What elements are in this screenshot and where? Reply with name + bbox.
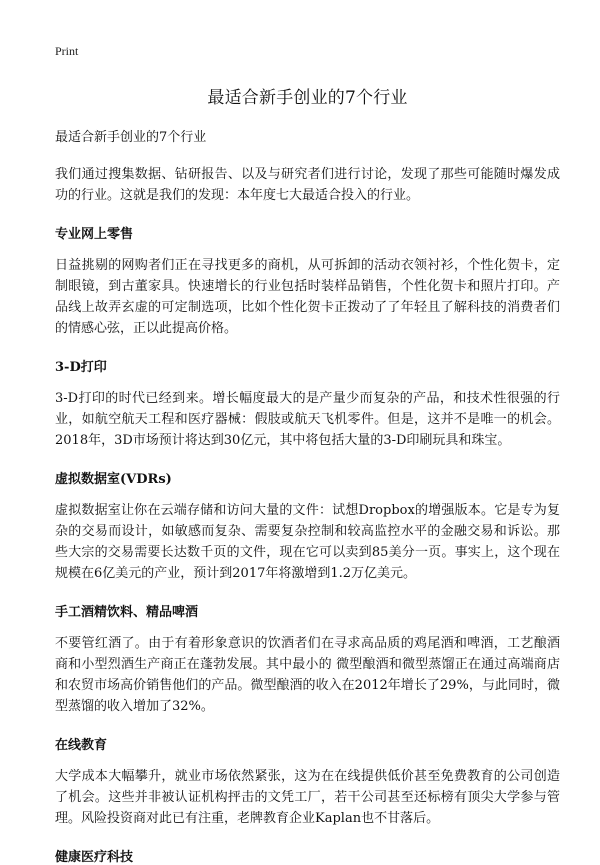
page-subtitle: 最适合新手创业的7个行业 [55, 130, 207, 145]
page-title: 最适合新手创业的7个行业 [207, 88, 408, 108]
intro-paragraph: 我们通过搜集数据、钻研报告、以及与研究者们进行讨论，发现了那些可能随时爆发成功的行业。这就是我们的发现：本年度七大最适合投入的行业。 [55, 167, 560, 203]
section-body-online-retail: 日益挑剔的网购者们正在寻找更多的商机，从可拆卸的活动衣领衬衫，个性化贺卡，定制眼镜，到古董家具。快速增长的行业包括时装样品销售，个性化贺卡和照片打印。产品线上故弄玄虚的可定制选项，比如个性化贺卡正拨动了了年轻且了解科技的消费者们的情感心弦，正以此提高价格。 [55, 258, 560, 336]
section-body-vdr: 虚拟数据室让你在云端存储和访问大量的文件：试想Dropbox的增强版本。它是专为复杂的交易而设计，如敏感而复杂、需要复杂控制和较高监控水平的金融交易和诉讼。那些大宗的交易需要长达数千页的文件，现在它可以卖到85美分一页。事实上，这个现在规模在6亿美元的产业，预计到2017年将激增到1.2万亿美元。 [55, 503, 560, 581]
section-heading-online-retail: 专业网上零售 [55, 227, 134, 242]
section-body-online-education: 大学成本大幅攀升，就业市场依然紧张，这为在在线提供低价甚至免费教育的公司创造了机会。这些并非被认证机构抨击的文凭工厂，若干公司甚至还标榜有顶尖大学参与管理。风险投资商对此已有注重，老牌教育企业Kaplan也不甘落后。 [55, 769, 560, 826]
section-body-craft-beverages: 不要管红酒了。由于有着形象意识的饮酒者们在寻求高品质的鸡尾酒和啤酒，工艺酿酒商和小型烈酒生产商正在蓬勃发展。其中最小的 微型酿酒和微型蒸馏正在通过高端商店和农贸市场高价销售他们的产品。微型酿酒的收入在2012年增长了29%，与此同时，微型蒸馏的收入增加了32%。 [55, 636, 560, 714]
section-body-3d-printing: 3-D打印的时代已经到来。增长幅度最大的是产量少而复杂的产品，和技术性很强的行业，如航空航天工程和医疗器械：假肢或航天飞机零件。但是，这并不是唯一的机会。2018年，3D市场预计将达到30亿元，其中将包括大量的3-D印刷玩具和珠宝。 [55, 391, 560, 448]
section-heading-online-education: 在线教育 [55, 738, 108, 753]
section-heading-vdr: 虚拟数据室(VDRs) [55, 472, 172, 487]
section-heading-3d-printing: 3-D打印 [55, 360, 107, 375]
print-link[interactable]: Print [55, 44, 79, 58]
section-heading-craft-beverages: 手工酒精饮料、精品啤酒 [55, 605, 199, 620]
section-heading-health-tech: 健康医疗科技 [55, 850, 134, 865]
